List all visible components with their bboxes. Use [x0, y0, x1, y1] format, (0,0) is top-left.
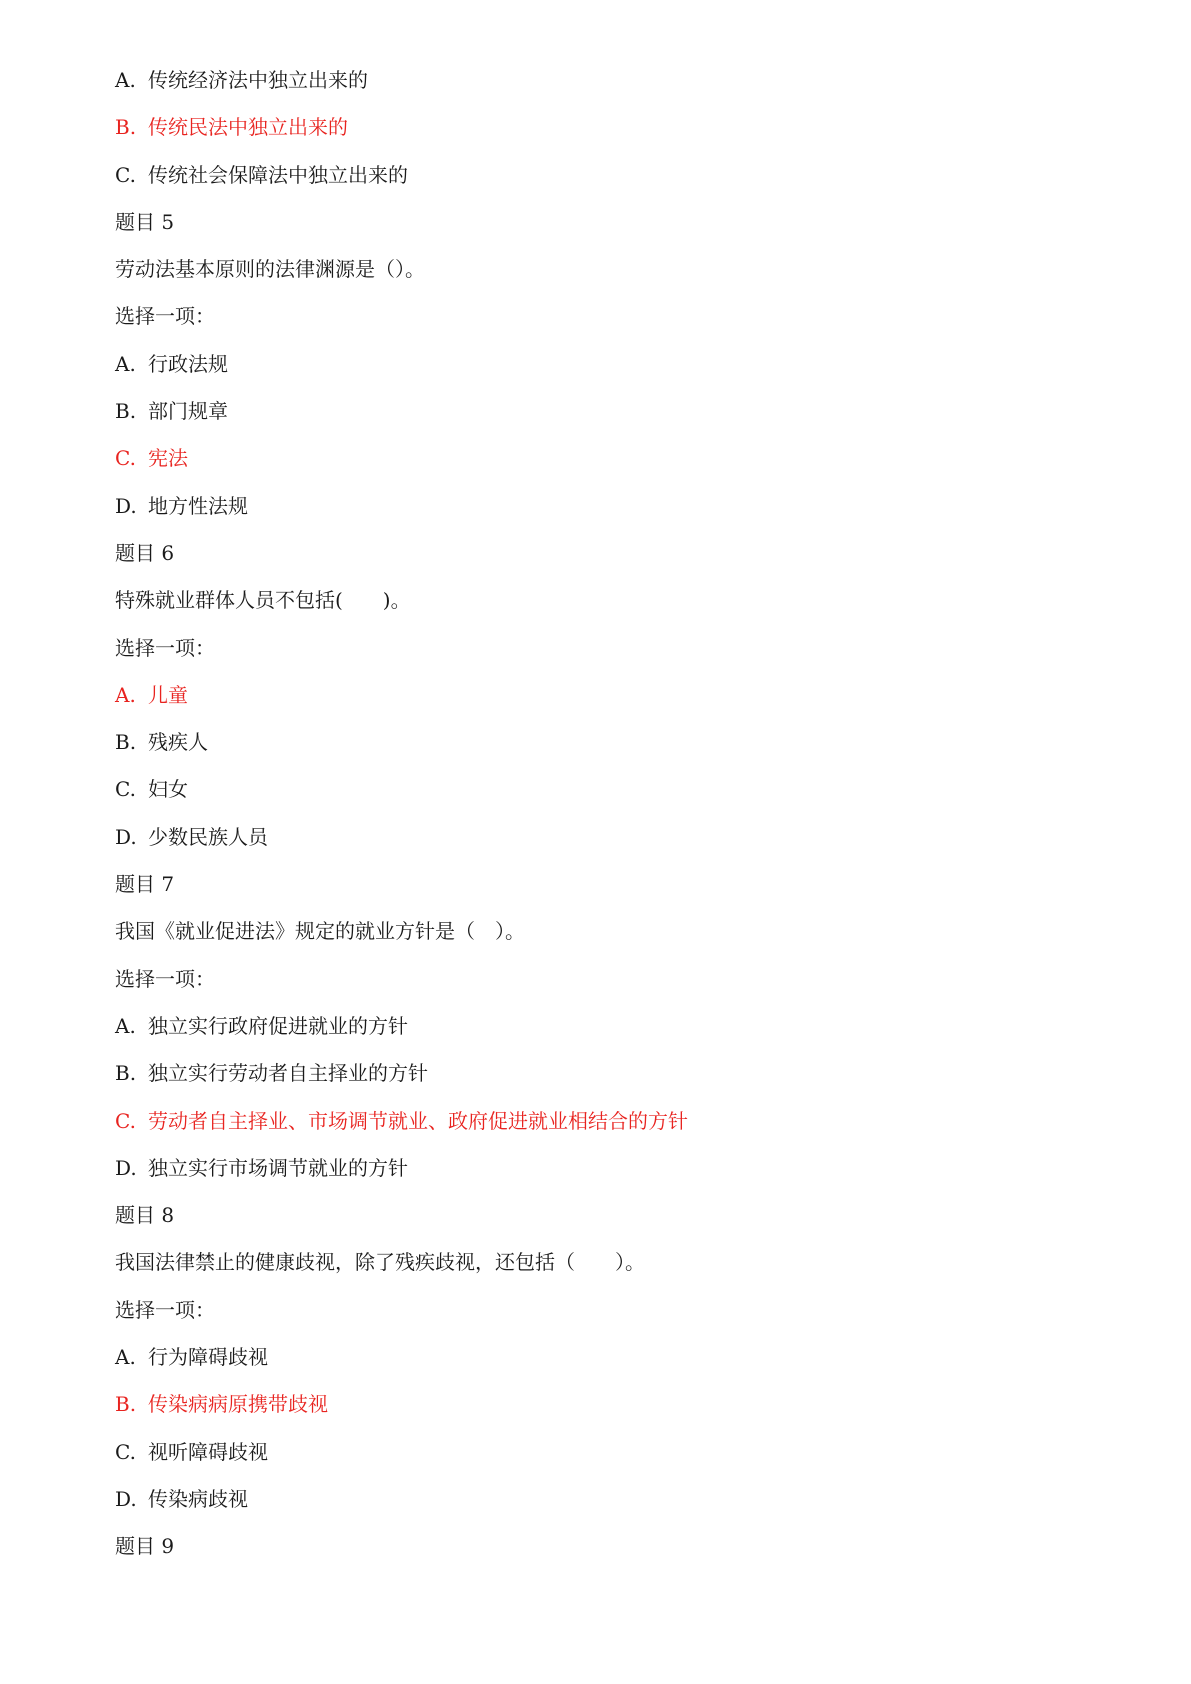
q5-option-b[interactable] [115, 393, 1115, 440]
option-letter: A. [115, 682, 136, 707]
option-text: 独立实行市场调节就业的方针 [148, 1155, 408, 1180]
option-letter: C. [115, 1108, 136, 1133]
option-text: 独立实行劳动者自主择业的方针 [148, 1061, 428, 1086]
option-text: 传染病病原携带歧视 [148, 1392, 328, 1417]
q6-option-c[interactable] [115, 771, 1115, 818]
option-letter: B. [115, 1061, 137, 1086]
option-text: 儿童 [148, 682, 188, 707]
q8-question: 我国法律禁止的健康歧视，除了残疾歧视，还包括（ ）。 [115, 1250, 645, 1275]
option-text: 少数民族人员 [148, 824, 268, 849]
option-text: 地方性法规 [148, 493, 248, 518]
option-text: 传染病歧视 [148, 1486, 248, 1511]
option-text: 残疾人 [148, 730, 208, 755]
option-letter: D. [115, 1486, 137, 1511]
q5-heading: 题目 5 [115, 209, 175, 234]
q7-heading: 题目 7 [115, 872, 175, 897]
option-letter: B. [115, 399, 137, 424]
q7-question: 我国《就业促进法》规定的就业方针是（ ）。 [115, 919, 525, 944]
q8-option-a[interactable] [115, 1339, 1115, 1386]
q7-prompt: 选择一项： [115, 966, 215, 991]
option-letter: B. [115, 115, 137, 140]
q6-option-d[interactable] [115, 819, 1115, 866]
option-letter: B. [115, 730, 137, 755]
option-text: 部门规章 [148, 399, 228, 424]
q5-prompt: 选择一项： [115, 304, 215, 329]
option-text: 宪法 [148, 446, 188, 471]
q5-option-d[interactable] [115, 488, 1115, 535]
option-letter: C. [115, 1439, 136, 1464]
option-letter: A. [115, 1345, 136, 1370]
option-text: 传统经济法中独立出来的 [148, 68, 368, 92]
option-text: 行政法规 [148, 351, 228, 376]
option-letter: A. [115, 351, 136, 376]
q7-option-a[interactable] [115, 1008, 1115, 1055]
q5-option-a[interactable] [115, 346, 1115, 393]
option-letter: C. [115, 162, 136, 187]
q6-heading: 题目 6 [115, 540, 175, 565]
option-letter: C. [115, 777, 136, 802]
q9-heading: 题目 9 [115, 1534, 175, 1559]
q7-option-c[interactable] [115, 1103, 1115, 1150]
q8-option-d[interactable] [115, 1481, 1115, 1528]
q4-option-a[interactable] [115, 62, 1115, 109]
option-letter: D. [115, 1155, 137, 1180]
option-text: 独立实行政府促进就业的方针 [148, 1013, 408, 1038]
option-text: 视听障碍歧视 [148, 1439, 268, 1464]
option-text: 传统民法中独立出来的 [148, 115, 348, 140]
q7-option-b[interactable] [115, 1055, 1115, 1102]
q5-option-c[interactable] [115, 440, 1115, 487]
option-text: 传统社会保障法中独立出来的 [148, 162, 408, 187]
q6-option-b[interactable] [115, 724, 1115, 771]
q8-option-c[interactable] [115, 1434, 1115, 1481]
option-text: 妇女 [148, 777, 188, 802]
q7-option-d[interactable] [115, 1150, 1115, 1197]
q6-question: 特殊就业群体人员不包括( )。 [115, 588, 411, 613]
q4-option-c[interactable] [115, 157, 1115, 204]
q6-option-a[interactable] [115, 677, 1115, 724]
option-letter: D. [115, 493, 137, 518]
q8-option-b[interactable] [115, 1386, 1115, 1433]
q4-option-b[interactable] [115, 109, 1115, 156]
option-text: 劳动者自主择业、市场调节就业、政府促进就业相结合的方针 [148, 1108, 688, 1133]
exam-page [115, 62, 1115, 1576]
option-letter: A. [115, 1013, 136, 1038]
option-letter: B. [115, 1392, 137, 1417]
q5-question: 劳动法基本原则的法律渊源是（）。 [115, 257, 425, 282]
q8-heading: 题目 8 [115, 1203, 175, 1228]
option-letter: C. [115, 446, 136, 471]
q8-prompt: 选择一项： [115, 1297, 215, 1322]
q6-prompt: 选择一项： [115, 635, 215, 660]
option-text: 行为障碍歧视 [148, 1345, 268, 1370]
option-letter: D. [115, 824, 137, 849]
option-letter: A. [115, 68, 136, 92]
